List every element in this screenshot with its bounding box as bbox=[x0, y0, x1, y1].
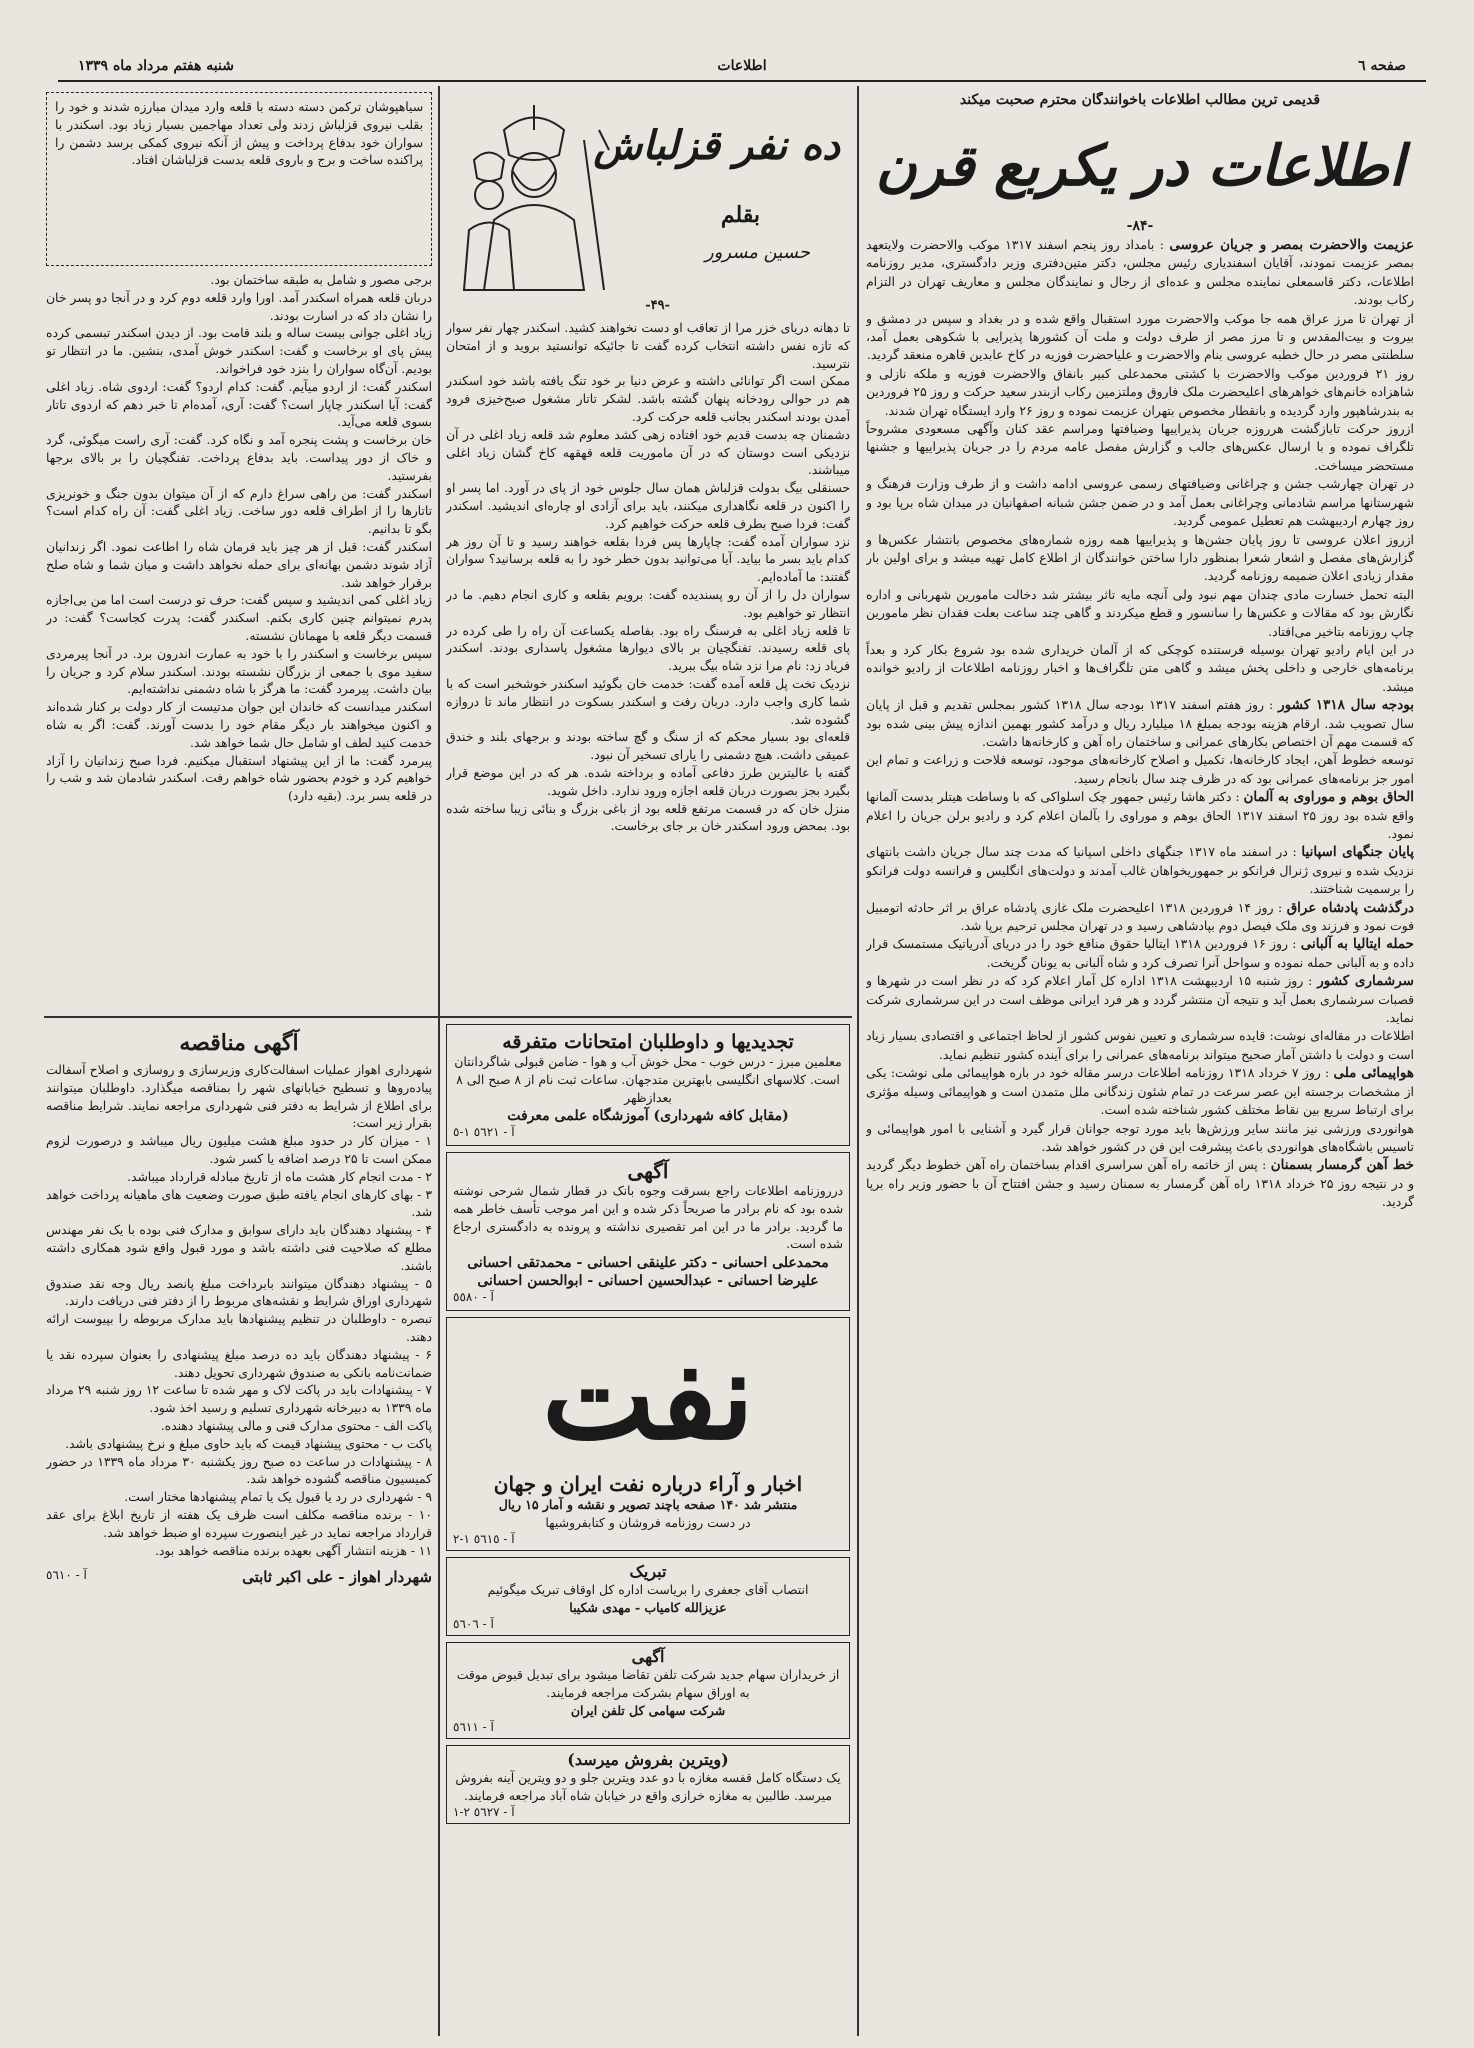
history-title-box bbox=[866, 114, 1414, 218]
ad-code: آ - ٥٦٢١ ١-٥ bbox=[453, 1125, 515, 1139]
page-header bbox=[58, 54, 1426, 82]
para: تا قلعه زیاد اغلی به فرسنگ راه بود. بفاصله یکساعت آن راه را طی کرده در پای قلعه رسیدند. تفنگچیان بر بالای دیوارها مشغول پاسداری بودند. اسکندر فریاد زد: نام مرا نزد شاه بیگ ببرید. bbox=[446, 623, 850, 674]
para: اسکندر میدانست که خاندان این جوان مدتیست از کار دولت بر کنار شده‌اند و اکنون میخواهند بار دیگر مقام خود را بدست آورند. گفت: اگر به شاه خدمت کنید لطف او شامل حال شما خواهد شد. bbox=[46, 700, 432, 750]
subhead-albania: حمله ایتالیا به آلبانی bbox=[1300, 936, 1414, 953]
ad-exams-address: (مقابل کافه شهرداری) آموزشگاه علمی معرفت bbox=[507, 1108, 789, 1124]
ad-naft-title: نفت bbox=[542, 1326, 754, 1468]
tender-item: ۷ - پیشنهادات باید در پاکت لاک و مهر شده تا ساعت ۱۲ روز شنبه ۲۹ مرداد ماه ۱۳۳۹ به دبیرخانه شهرداری تسلیم و رسید اخذ شود. bbox=[46, 1383, 432, 1416]
tender-item: تبصره - داوطلبان در تنظیم پیشنهادها باید مدارک مربوطه را بپیوست ارائه دهند. bbox=[46, 1312, 432, 1344]
serial-byline: بقلم bbox=[720, 202, 760, 228]
ad-code: آ - ٥٦٢٧ ٢-١ bbox=[453, 1805, 515, 1820]
subhead-iraq: درگذشت پادشاه عراق bbox=[1286, 899, 1414, 916]
ad-exams-title: تجدیدیها و داوطلبان امتحانات متفرقه bbox=[502, 1031, 794, 1053]
ad-naft bbox=[446, 1317, 850, 1551]
subhead-census: سرشماری کشور bbox=[1317, 973, 1414, 990]
para: منزل خان که در قسمت مرتفع قلعه بود از باغی بزرگ و بنائی زیبا ساخته شده بود. بمحض ورود اسکندر خان بر جای برخاست. bbox=[446, 801, 850, 834]
serial-column bbox=[446, 92, 850, 1010]
history-column: قدیمی ترین مطالب اطلاعات باخوانندگان محترم صحبت میکند اطلاعات در یکربع قرن -۸۴- عزیمت والاحضرت بمصر و جریان عروسی : بامداد روز پنجم اسفند ۱۳۱۷ موکب والاحضرت ولایتعهد بمصر عزیمت نمودند، آقایان اسفندیاری رئیس مجلس، دکتر متین‌دفتری وزیر دادگستری، مدیر روزنامه اطلاعات، دکتر قاسمعلی نماینده مجلس و عده‌ای از رجال و نمایندگان مجلس و معاریف تهران در التزام رکاب بودند. از تهران تا مرز عراق همه جا موکب والاحضرت مورد استقبال واقع شده و در بغداد و سپس در دمشق و بیروت و بیت‌المقدس و تا مرز مصر از طرف دولت و ملت آن کشورها پذیرایی با شکوهی بعمل آمد، سلطنتی مصر در حال خطبه عروسی بنام والاحضرت و علیاحضرت فوزیه در کاخ عابدین قاهره منعقد گردید. روز ۲۱ فروردین موکب والاحضرت با کشتی محمدعلی کبیر بانفاق والاحضرت فوزیه و ملکه نازلی و شاهزاده خانم‌های خواهرهای اعلیحضرت ملک فاروق وملتزمین رکاب ازبندر سعید حرکت و روز ۲۵ فروردین به بندرشاهپور وارد گردیده و بانقطار مخصوص بتهران عزیمت نموده و روز ۲۶ وارد ایستگاه تهران شدند. ازروز حرکت تابازگشت هرروزه جریان پذیراییها وضیافتها ومراسم عقد کنان وآگهی مسعودی مشروحاً تلگراف نموده و با ارسال عکس‌های جالب و گزارش مفصل عامه مردم را در جریان پذیراییها و جشنها مستحضر میساخت. در تهران چهارشب جشن و چراغانی وضیافتهای رسمی عروسی ادامه داشت و از طرف وزارت فرهنگ و شهرستانها مراسم شادمانی وچراغانی بعمل آمد و در ضمن جشن شبانه اصفهانیان در میدان شاه برپا بود و روز چهارم اردیبهشت هم تعطیل عمومی گردید. ازروز اعلان عروسی تا روز پایان جشن‌ها و پذیراییها همه روزه شماره‌های مخصوص بانتشار عکس‌ها و گزارش‌های مفصل و اشعار شعرا بمنظور دارا ساختن خوانندگان از اطلاع کامل تهیه میشد و برای اولین بار مقدار زیادی اعلان ضمیمه روزنامه گردید. البته تحمل خسارت مادی چندان مهم نبود ولی آنچه مایه تاثر بیشتر شد دخالت مامورین شهربانی و اداره نگارش بود که مقالات و عکس‌ها را سانسور و قطع میکردند و گاهی چند ساعت بعلت فقدان نظر مامورین چاپ روزنامه بتاخیر می‌افتاد. در این ایام رادیو تهران بوسیله فرستنده کوچکی که از آلمان خریداری شده بود شروع بکار کرد و بعداً برنامه‌های خارجی و داخلی پخش میشد و گاهی متن تلگراف‌ها و اخبار روزنامه اطلاعات از رادیو خوانده میشد. بودجه سال ۱۳۱۸ کشور : روز هفتم اسفند ۱۳۱۷ بودجه سال ۱۳۱۸ کشور بمجلس تقدیم و قبل از پایان سال تصویب شد. ارقام هزینه بودجه بمبلغ ۱۸ میلیارد ریال و درآمد کشور بهمین اندازه پیش بینی شده بود که قسمت مهم آن اختصاص بکارهای عمرانی و ساختمان راه آهن و کارخانه‌ها داشت. توسعه خطوط آهن، ایجاد کارخانه‌ها، تکمیل و اصلاح کارخانه‌های موجود، توسعه فلاحت و زراعت و تمام این امور جز برنامه‌های عمرانی بود که در ظرف چند سال بانجام رسید. الحاق بوهم و موراوی به آلمان : دکتر هاشا رئیس جمهور چک اسلواکی که با وساطت هیتلر بدست آلمانها واقع شده بود روز ۲۵ اسفند ۱۳۱۷ الحاق بوهم و موراوی را بآلمان اعلام کرد و رادیو برلن جریان را اعلام نمود. پایان جنگهای اسپانیا : در اسفند ماه ۱۳۱۷ جنگهای داخلی اسپانیا که مدت چند سال جریان داشت بانتهای نزدیک شده و نیروی ژنرال فرانکو بر جمهوریخواهان غالب آمدند و دولت‌های انگلیس و فرانسه دولت فرانکو را برسمیت شناختند. درگذشت پادشاه عراق : روز ۱۴ فروردین ۱۳۱۸ اعلیحضرت ملک غازی پادشاه عراق بر اثر حادثه اتومبیل فوت نمود و فرزند وی ملک فیصل دوم بپادشاهی رسید و در تهران مجلس ترحیم برپا شد. حمله ایتالیا به آلبانی : روز ۱۶ فروردین ۱۳۱۸ ایتالیا حقوق منافع خود را در دریای آدریاتیک مستمسک قرار داده و به آلبانی حمله نموده و سواحل آنرا تصرف کرد و شاه آلبانی به یونان گریخت. سرشماری کشور : روز شنبه ۱۵ اردیبهشت ۱۳۱۸ اداره کل آمار اعلام کرد که در نظر است در شهرها و قصبات سرشماری بعمل آید و نتیجه آن منتشر گردد و هر فرد ایرانی موظف است در این سرشماری شرکت نماید. اطلاعات در مقاله‌ای نوشت: قایده سرشماری و تعیین نفوس کشور از لحاظ اجتماعی و اقتصادی بسیار زیاد است و دولت با داشتن آمار صحیح میتواند برنامه‌های عمرانی را برای آینده کشور تنظیم نماید. هواپیمائی ملی : روز ۷ خرداد ۱۳۱۸ روزنامه اطلاعات درسر مقاله خود در باره هواپیمائی ملی نوشت: یکی از مشخصات برجسته این عصر سرعت در تمام شئون زندگانی ملل متمدن است و هواپیمائی وسیله مؤثری برای ارتباط سریع بین نقاط مختلف کشور شناخته شده است. هوانوردی ورزشی نیز مانند سایر ورزش‌ها باید مورد توجه جوانان قرار گیرد و آشنایی با امور هواپیمائی و تاسیس باشگاه‌های هوانوردی باعث پیشرفت این فن در کشور خواهد شد. خط آهن گرمسار بسمنان : پس از خاتمه راه آهن سراسری اقدام بساختمان راه آهن خطوط دیگر گردید و در نتیجه روز ۲۵ خرداد ۱۳۱۸ راه آهن گرمسار به سمنان رسید و جشن افتتاح آن با حضور وزیر راه برپا گردید. bbox=[866, 92, 1414, 1210]
ad-telephone-title: آگهی bbox=[631, 1647, 665, 1667]
para: روز ۲۱ فروردین موکب والاحضرت با کشتی محمدعلی کبیر بانفاق والاحضرت فوزیه و ملکه نازلی و شاهزاده خانم‌های خواهرهای اعلیحضرت ملک فاروق وملتزمین رکاب ازبندر سعید حرکت و روز ۲۵ فروردین به بندرشاهپور وارد گردیده و بانقطار مخصوص بتهران عزیمت نموده و روز ۲۶ وارد ایستگاه تهران شدند. bbox=[866, 365, 1414, 418]
para: زیاد اغلی جوانی بیست ساله و بلند قامت بود. از دیدن اسکندر تبسمی کرده پیش پای او برخاست و گفت: اسکندر خوش آمدی، بنشین. ما در انتظار تو بودیم. آن‌گاه سواران را بنزد خود فراخواند. bbox=[46, 326, 432, 376]
ad-congrats-text: انتصاب آقای جعفری را بریاست اداره کل اوقاف تبریک میگوئیم bbox=[487, 1582, 809, 1598]
subhead-budget: بودجه سال ۱۳۱۸ کشور bbox=[1278, 697, 1414, 714]
paper-name: اطلاعات bbox=[717, 58, 767, 74]
ad-exams-text: معلمین مبرز - درس خوب - محل خوش آب و هوا - ضامن قبولی شاگردانتان است. کلاسهای انگلیسی بابهترین متدجهان. ساعات ثبت نام از ۸ صبح الی ۸ بعدازظهر bbox=[454, 1054, 842, 1105]
ad-notice-signatures: علیرضا احسانی - عبدالحسین احسانی - ابوالحسن احسانی bbox=[477, 1273, 819, 1290]
page-number: صفحه ٦ bbox=[1358, 58, 1406, 74]
serial-header bbox=[446, 92, 850, 320]
para: روز ۱۶ فروردین ۱۳۱۸ ایتالیا حقوق منافع خود را در دریای آدریاتیک مستمسک قرار داده و به آلبانی حمله نموده و سواحل آنرا تصرف کرد و شاه آلبانی به یونان گریخت. bbox=[866, 936, 1414, 970]
ad-telephone-sign: شرکت سهامی کل تلفن ایران bbox=[570, 1703, 726, 1719]
tender-item: ۴ - پیشنهاد دهندگان باید دارای سوابق و مدارک فنی بوده با یک نفر مهندس مطلع که صلاحیت فنی داشته باشد و مورد قبول واقع شود همکاری داشته باشند. bbox=[46, 1223, 432, 1273]
subhead-aviation: هواپیمائی ملی bbox=[1333, 1065, 1414, 1082]
para: در اسفند ماه ۱۳۱۷ جنگهای داخلی اسپانیا که مدت چند سال جریان داشت بانتهای نزدیک شده و نیروی ژنرال فرانکو بر جمهوریخواهان غالب آمدند و دولت‌های انگلیس و فرانسه دولت فرانکو را برسمیت شناختند. bbox=[866, 844, 1414, 897]
para: اطلاعات در مقاله‌ای نوشت: قایده سرشماری و تعیین نفوس کشور از لحاظ اجتماعی و اقتصادی بسیار زیاد است و دولت با داشتن آمار صحیح میتواند برنامه‌های عمرانی را برای آینده کشور تنظیم نماید. bbox=[866, 1028, 1414, 1062]
para: توسعه خطوط آهن، ایجاد کارخانه‌ها، تکمیل و اصلاح کارخانه‌های موجود، توسعه فلاحت و زراعت و تمام این امور جز برنامه‌های عمرانی بود که در ظرف چند سال بانجام رسید. bbox=[866, 752, 1414, 786]
ad-notice-title: آگهی bbox=[627, 1159, 669, 1183]
ad-notice-ehsani bbox=[446, 1152, 850, 1311]
tender-signature: شهردار اهواز - علی اکبر ثابتی bbox=[242, 1568, 432, 1587]
subhead-egypt: عزیمت والاحضرت بمصر و جریان عروسی bbox=[1169, 237, 1414, 253]
para: هوانوردی ورزشی نیز مانند سایر ورزش‌ها باید مورد توجه جوانان قرار گیرد و آشنایی با امور هواپیمائی و تاسیس باشگاه‌های هوانوردی باعث پیشرفت این فن در کشور خواهد شد. bbox=[866, 1120, 1414, 1154]
tender-column bbox=[46, 1024, 432, 2034]
ad-showcase bbox=[446, 1745, 850, 1824]
serial-title: ده نفر قزلباش bbox=[593, 122, 840, 169]
para: روز هفتم اسفند ۱۳۱۷ بودجه سال ۱۳۱۸ کشور بمجلس تقدیم و قبل از پایان سال تصویب شد. ارقام هزینه بودجه بمبلغ ۱۸ میلیارد ریال و درآمد کشور بهمین اندازه پیش بینی شده بود که قسمت مهم آن اختصاص بکارهای عمرانی و ساختمان راه آهن و کارخانه‌ها داشت. bbox=[866, 697, 1414, 749]
para: پیرمرد گفت: ما از این پیشنهاد استقبال میکنیم. فردا صبح زندانیان را آزاد خواهیم کرد و خودم بحضور شاه خواهم رفت. اسکندر شادمان شد و شب را در قلعه بسر برد. (بقیه دارد) bbox=[46, 753, 432, 804]
column-rule bbox=[438, 86, 440, 2036]
serial-continued-column bbox=[46, 92, 432, 1010]
subhead-bohemia: الحاق بوهم و موراوی به آلمان bbox=[1243, 789, 1414, 806]
para: ازروز اعلان عروسی تا روز پایان جشن‌ها و پذیراییها همه روزه شماره‌های مخصوص بانتشار عکس‌ها و گزارش‌های مفصل و اشعار شعرا بمنظور دارا ساختن خوانندگان از اطلاع کامل تهیه میشد و برای اولین بار مقدار زیادی اعلان ضمیمه روزنامه گردید. bbox=[866, 531, 1414, 584]
ad-code: آ - ٥٥٨٠ bbox=[453, 1290, 494, 1305]
section-rule bbox=[44, 1016, 852, 1018]
ad-congrats-title: تبریک bbox=[629, 1562, 667, 1582]
para: قلعه‌ای بود بسیار محکم که از سنگ و گچ ساخته بودند و برجهای بلند و خندق عمیقی داشت. هیچ دشمنی را یارای تسخیر آن نبود. bbox=[446, 730, 850, 763]
para: در این ایام رادیو تهران بوسیله فرستنده کوچکی که از آلمان خریداری شده بود شروع بکار کرد و بعداً برنامه‌های خارجی و داخلی پخش میشد و گاهی متن تلگراف‌ها و اخبار روزنامه اطلاعات از رادیو خوانده میشد. bbox=[866, 641, 1414, 694]
para: ازروز حرکت تابازگشت هرروزه جریان پذیراییها وضیافتها ومراسم عقد کنان وآگهی مسعودی مشروحاً تلگراف نموده و با ارسال عکس‌های جالب و گزارش مفصل عامه مردم را در جریان پذیراییها و جشنها مستحضر میساخت. bbox=[866, 421, 1414, 473]
ad-naft-text: در دست روزنامه فروشان و کتابفروشیها bbox=[545, 1515, 751, 1531]
subhead-spain: پایان جنگهای اسپانیا bbox=[1301, 844, 1414, 861]
para: سواران دل را از آن رو پسندیده گفت: برویم بقلعه و کاری انجام دهیم. ما در انتظار تو خواهیم بود. bbox=[446, 587, 850, 620]
subhead-railway: خط آهن گرمسار بسمنان bbox=[1270, 1157, 1414, 1174]
tender-footer bbox=[46, 1568, 432, 1586]
para: پس از خاتمه راه آهن سراسری اقدام بساختمان راه آهن خطوط دیگر گردید و در نتیجه روز ۲۵ خرداد ۱۳۱۸ راه آهن گرمسار به سمنان رسید و جشن افتتاح آن با حضور وزیر راه برپا گردید. bbox=[866, 1157, 1414, 1210]
ad-exams bbox=[446, 1024, 850, 1146]
serial-number: -۴۹- bbox=[645, 298, 670, 313]
ad-congrats bbox=[446, 1557, 850, 1636]
para: دربان قلعه همراه اسکندر آمد. اورا وارد قلعه دوم کرد و در آنجا دو پسر خان را نشان داد که در اسارت بودند. bbox=[46, 290, 432, 323]
para: روز شنبه ۱۵ اردیبهشت ۱۳۱۸ اداره کل آمار اعلام کرد که در نظر است در شهرها و قصبات سرشماری بعمل آید و نتیجه آن منتشر گردد و هر فرد ایرانی موظف است در این سرشماری شرکت نماید. bbox=[866, 973, 1414, 1026]
para: نزد سواران آمده گفت: چاپارها پس فردا بقلعه خواهند رسید و تا آن روز هر کدام باید بسر ما بیاید. آیا می‌توانید بدون خطر خود را به قلعه برسانید؟ سواران گفتند: ما آماده‌ایم. bbox=[446, 534, 850, 585]
history-title: اطلاعات در یکربع قرن bbox=[875, 133, 1405, 199]
tender-item: ۲ - مدت انجام کار هشت ماه از تاریخ مبادله قرارداد میباشد. bbox=[127, 1169, 432, 1184]
tender-intro: شهرداری اهواز عملیات اسفالت‌کاری وزیرسازی و روسازی و اصلاح آسفالت پیاده‌روها و تسطیح خیابانهای شهر را بمناقصه میگذارد. داوطلبان میتوانند برای اطلاع از شرایط به دفتر فنی شهرداری مراجعه نمایند. شرایط مناقصه بقرار زیر است: bbox=[46, 1063, 432, 1131]
tender-item: ۵ - پیشنهاد دهندگان میتوانند بابرداخت مبلغ پانصد ریال وجه نقد صندوق شهرداری اوراق شرایط و نقشه‌های مربوط را از دفتر فنی دریافت دارند. bbox=[46, 1276, 432, 1309]
para: سپس برخاست و اسکندر را با خود به عمارت اندرون برد. در آنجا پیرمردی سفید موی با جمعی از بزرگان نشسته بودند. اسکندر سلام کرد و جریان را بیان داشت. پیرمرد گفت: ما هرگز با شاه دشمنی نداشته‌ایم. bbox=[46, 646, 432, 697]
para: ممکن است اگر توانائی داشته و عرض دنیا بر خود تنگ یافته باشد خود اسکندر هم در حوالی رودخانه پنهان گشته باشد. لشکر تاتار مشغول صبح‌خیزی فرود آمدن بودند اسکندر بجانب قلعه حرکت کرد. bbox=[446, 374, 850, 424]
tender-item: ۸ - پیشنهادات در ساعت ده صبح روز یکشنبه ۳۰ مرداد ماه ۱۳۳۹ در حضور کمیسیون مناقصه گشوده خواهد شد. bbox=[46, 1454, 432, 1487]
para: اسکندر گفت: قبل از هر چیز باید فرمان شاه را اطاعت نمود. اگر زندانیان آزاد شوند دشمن بهانه‌ای برای حمله نخواهد داشت و میان شما و شاه صلح برقرار خواهد شد. bbox=[46, 539, 432, 590]
ad-code: آ - ٥٦١١ bbox=[453, 1720, 494, 1735]
issue-date: شنبه هفتم مرداد ماه ۱۳۳۹ bbox=[78, 58, 234, 74]
para: نزدیک تخت پل قلعه آمده گفت: خدمت خان بگوئید اسکندر خوشخبر است که با شما کاری واجب دارد. دربان رفت و اسکندر بسکوت در انتظار ماند تا دروازه گشوده شد. bbox=[446, 676, 850, 727]
installment-number: -۸۴- bbox=[1126, 218, 1154, 234]
tender-title: آگهی مناقصه bbox=[179, 1030, 299, 1056]
para: تا دهانه دریای خزر مرا از تعاقب او دست نخواهند کشید. اسکندر چهار نفر سوار که تازه نفس داشته انتخاب کرده گفت تا جائیکه توانستید بروید و از امتحان نترسید. bbox=[446, 321, 850, 371]
ad-notice-signatures: محمدعلی احسانی - دکتر علینقی احسانی - محمدتقی احسانی bbox=[467, 1255, 829, 1272]
para: البته تحمل خسارت مادی چندان مهم نبود ولی آنچه مایه تاثر بیشتر شد دخالت مامورین شهربانی و اداره نگارش بود که مقالات و عکس‌ها را سانسور و قطع میکردند و گاهی چند ساعت بعلت فقدان نظر مامورین چاپ روزنامه بتاخیر می‌افتاد. bbox=[866, 586, 1414, 639]
tender-item: ۳ - بهای کارهای انجام یافته طبق صورت وضعیت های ماهیانه پرداخت خواهد شد. bbox=[46, 1187, 432, 1220]
para: حسنقلی بیگ بدولت قزلباش همان سال جلوس خود از پای در آورد. اما پسر او را اکنون در قلعه نگاهداری میکنند، باید برای آزادی او چاره‌ای اندیشید. اسکندر گفت: فردا صبح بطرف قلعه حرکت خواهیم کرد. bbox=[446, 481, 850, 531]
ad-notice-text: درروزنامه اطلاعات راجع بسرقت وجوه بانک در قطار شمال شرحی نوشته شده بود که نام برادر ما صریحاً ذکر شده و این امر موجب تأسف خاطر همه ما گردید. برادر ما در این امر تقصیری نداشته و پرونده به دادگستری ارجاع شده است. bbox=[453, 1184, 843, 1252]
para: روز ۷ خرداد ۱۳۱۸ روزنامه اطلاعات درسر مقاله خود در باره هواپیمائی ملی نوشت: یکی از مشخصات برجسته این عصر سرعت در تمام شئون زندگانی ملل متمدن است و هواپیمائی وسیله مؤثری برای ارتباط سریع بین نقاط مختلف کشور شناخته شده است. bbox=[866, 1065, 1414, 1118]
ad-code: آ - ٥٦٠٦ bbox=[453, 1617, 494, 1632]
para: برجی مصور و شامل به طبقه ساختمان بود. bbox=[210, 273, 432, 287]
ad-code: آ - ٥٦١٠ bbox=[46, 1568, 87, 1583]
serial-author: حسین مسرور bbox=[704, 242, 810, 263]
tender-item: ۱ - میزان کار در حدود مبلغ هشت میلیون ریال میباشد و درصورت لزوم ممکن است تا ۲۵ درصد اضافه یا کسر شود. bbox=[46, 1134, 432, 1166]
tender-item: ۶ - پیشنهاد دهندگان باید ده درصد مبلغ پیشنهادی را بعنوان سپرده نقد یا ضمانت‌نامه بانکی به صندوق شهرداری تحویل دهند. bbox=[46, 1347, 432, 1380]
column-rule bbox=[857, 86, 859, 2036]
para: اسکندر گفت: از اردو میآیم. گفت: کدام اردو؟ گفت: اردوی شاه. زیاد اغلی گفت: آیا اسکندر چاپار است؟ گفت: آری، آمده‌ام تا خبر دهم که اردوی تاتار بسوی قلعه می‌آید. bbox=[46, 379, 432, 430]
ad-telephone-text: از خریداران سهام جدید شرکت تلفن تقاضا میشود برای تبدیل قبوض موقت به اوراق سهام بشرکت مراجعه فرمایند. bbox=[456, 1667, 840, 1701]
ad-code: آ - ٥٦١٥ ١-٢ bbox=[453, 1532, 515, 1547]
tender-item: ۱۱ - هزینه انتشار آگهی بعهده برنده مناقصه خواهد بود. bbox=[154, 1543, 432, 1558]
para: در تهران چهارشب جشن و چراغانی وضیافتهای رسمی عروسی ادامه داشت و از طرف وزارت فرهنگ و شهرستانها مراسم شادمانی وچراغانی بعمل آمد و در ضمن جشن شبانه اصفهانیان در میدان شاه برپا بود و روز چهارم اردیبهشت هم تعطیل عمومی گردید. bbox=[866, 476, 1414, 529]
para: دشمنان چه بدست قدیم خود افتاده زهی کشد معلوم شد قلعه زیاد اغلی در آن نزدیکی است دوستان که در آن ماموریت قلعه قهقهه کاخ گشان زیاد اغلی میباشند. bbox=[446, 427, 850, 478]
ad-naft-subtitle: اخبار و آراء درباره نفت ایران و جهان bbox=[493, 1472, 803, 1497]
ad-showcase-title: (ویترین بفروش میرسد) bbox=[567, 1750, 729, 1770]
tender-item: ۹ - شهرداری در رد یا قبول یک یا تمام پیشنهادها مختار است. bbox=[124, 1490, 432, 1505]
para: زیاد اغلی کمی اندیشید و سپس گفت: حرف تو درست است اما من بی‌اجازه پدرم نمیتوانم چنین کاری بکنم. اسکندر گفت: پدرت کجاست؟ گفت: در قسمت دیگر قلعه با مهمانان نشسته. bbox=[46, 593, 432, 643]
tender-items bbox=[46, 1133, 432, 1560]
para: اسکندر گفت: من راهی سراغ دارم که از آن میتوان بدون جنگ و خونریزی تاتارها را از اطراف قلعه دور ساخت. زیاد اغلی گفت: آن راه کدام است؟ بگو تا بدانیم. bbox=[46, 486, 432, 537]
para: دکتر هاشا رئیس جمهور چک اسلواکی که با وساطت هیتلر بدست آلمانها واقع شده بود روز ۲۵ اسفند ۱۳۱۷ الحاق بوهم و موراوی را بآلمان اعلام کرد و رادیو برلن جریان را اعلام نمود. bbox=[866, 789, 1414, 841]
para: گفته با عالیترین طرز دفاعی آماده و برداخته شده. هر که در این موضع قرار بگیرد بجز بصورت دربان قلعه اجازه ورود ندارد. داخل شوید. bbox=[446, 765, 850, 798]
ad-telephone bbox=[446, 1642, 850, 1739]
serial-box: سیاهپوشان ترکمن دسته دسته با قلعه وارد میدان مبارزه شدند و خود را بقلب نیروی قزلباش زدند ولی تعداد مهاجمین بسیار زیاد بود. اسکندر با سواران خود بدفاع پرداخت و پیش از آنکه نیروی کمکی برسد دشمن را پراکنده ساخت و برج و باروی قلعه بدست قزلباشان افتاد. bbox=[46, 92, 432, 266]
ad-naft-text: منتشر شد ۱۴۰ صفحه باچند تصویر و نقشه و آمار ۱۵ ریال bbox=[498, 1497, 798, 1513]
para: بامداد روز پنجم اسفند ۱۳۱۷ موکب والاحضرت ولایتعهد بمصر عزیمت نمودند، آقایان اسفندیاری رئیس مجلس، دکتر متین‌دفتری وزیر دادگستری، مدیر روزنامه اطلاعات، دکتر قاسمعلی نماینده مجلس و عده‌ای از رجال و نمایندگان مجلس و معاریف تهران در التزام رکاب بودند. bbox=[866, 237, 1414, 308]
history-kicker: قدیمی ترین مطالب اطلاعات باخوانندگان محترم صحبت میکند bbox=[959, 92, 1321, 108]
ads-column bbox=[446, 1024, 850, 2034]
para: خان برخاست و پشت پنجره آمد و نگاه کرد. گفت: آری راست میگوئی، گرد و خاک از دور پیداست. باید بدفاع پرداخت. تفنگچیان را بر بالای برجها بفرستید. bbox=[46, 433, 432, 483]
ad-showcase-text: یک دستگاه کامل قفسه مغازه با دو عدد ویترین جلو و دو ویترین آینه بفروش میرسد. طالبین به مغازه خرازی واقع در خیابان شاه آباد مراجعه فرمایند. bbox=[455, 1770, 841, 1804]
ad-congrats-sign: عزیزالله کامیاب - مهدی شکیبا bbox=[569, 1600, 727, 1616]
tender-item: پاکت ب - محتوی پیشنهاد قیمت که باید حاوی مبلغ و نرخ پیشنهادی باشد. bbox=[65, 1436, 432, 1451]
tender-item: ۱۰ - برنده مناقصه مکلف است ظرف یک هفته از تاریخ ابلاغ برای عقد قرارداد مراجعه نماید در غیر اینصورت سپرده او ضبط خواهد شد. bbox=[46, 1507, 432, 1540]
para: از تهران تا مرز عراق همه جا موکب والاحضرت مورد استقبال واقع شده و در بغداد و سپس در دمشق و بیروت و بیت‌المقدس و تا مرز مصر از طرف دولت و ملت آن کشورها پذیرایی با شکوهی بعمل آمد، سلطنتی مصر در حال خطبه عروسی بنام والاحضرت و علیاحضرت فوزیه در کاخ عابدین قاهره منعقد گردید. bbox=[866, 310, 1414, 363]
tender-item: پاکت الف - محتوی مدارک فنی و مالی پیشنهاد دهنده. bbox=[160, 1418, 432, 1433]
para: روز ۱۴ فروردین ۱۳۱۸ اعلیحضرت ملک غازی پادشاه عراق بر اثر حادثه اتومبیل فوت نمود و فرزند وی ملک فیصل دوم بپادشاهی رسید و در تهران مجلس ترحیم برپا شد. bbox=[866, 899, 1414, 934]
